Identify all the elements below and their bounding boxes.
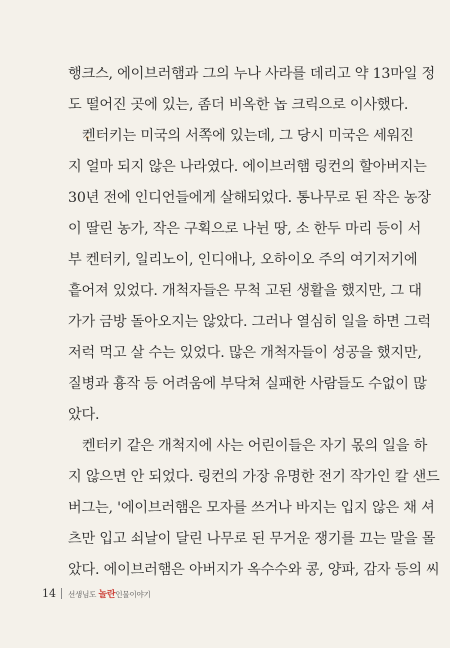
footer-divider bbox=[61, 588, 62, 599]
text-line: 흩어져 있었다. 개척자들은 무척 고된 생활을 했지만, 그 대 bbox=[68, 283, 422, 299]
text-line: 행크스, 에이브러햄과 그의 누나 사라를 데리고 약 13마일 정 bbox=[68, 66, 436, 82]
running-title-accent: 놀란 bbox=[98, 589, 116, 600]
text-line: 질병과 흉작 등 어려움에 부닥쳐 실패한 사람들도 수없이 많 bbox=[68, 376, 427, 392]
text-line: 버그는, '에이브러햄은 모자를 쓰거나 바지는 입지 않은 채 셔 bbox=[68, 500, 435, 516]
running-title-suffix: 인물이야기 bbox=[115, 589, 151, 599]
text-line: 았다. 에이브러햄은 아버지가 옥수수와 콩, 양파, 감자 등의 씨 bbox=[68, 562, 440, 578]
text-line: 저럭 먹고 살 수는 있었다. 많은 개척자들이 성공을 했지만, bbox=[68, 345, 422, 361]
text-line: 켄터키 같은 개척지에 사는 어린이들은 자기 몫의 일을 하 bbox=[82, 438, 428, 454]
text-line: 가가 금방 돌아오지는 않았다. 그러나 열심히 일을 하면 그럭 bbox=[68, 314, 431, 330]
text-line: 30년 전에 인디언들에게 살해되었다. 통나무로 된 작은 농장 bbox=[68, 190, 431, 206]
text-line: 이 딸린 농가, 작은 구획으로 나뉜 땅, 소 한두 마리 등이 서 bbox=[68, 221, 422, 237]
text-line: 부 켄터키, 일리노이, 인디애나, 오하이오 주의 여기저기에 bbox=[68, 252, 418, 268]
body-text bbox=[68, 64, 440, 591]
page-number: 14 bbox=[42, 586, 56, 600]
text-line: 지 얼마 되지 않은 나라였다. 에이브러햄 링컨의 할아버지는 bbox=[68, 159, 427, 175]
text-line: 도 떨어진 곳에 있는, 좀더 비옥한 놉 크릭으로 이사했다. bbox=[68, 97, 409, 113]
text-line: 았다. bbox=[68, 407, 100, 423]
text-line: 츠만 입고 쇠날이 달린 나무로 된 무거운 쟁기를 끄는 말을 몰 bbox=[68, 531, 436, 547]
text-line: 지 않으면 안 되었다. 링컨의 가장 유명한 전기 작가인 칼 샌드 bbox=[68, 469, 440, 485]
running-title-prefix: 선생님도 bbox=[68, 589, 97, 599]
text-line: 켄터키는 미국의 서쪽에 있는데, 그 당시 미국은 세워진 bbox=[82, 128, 414, 144]
running-title bbox=[68, 587, 151, 600]
page-footer bbox=[42, 583, 151, 603]
